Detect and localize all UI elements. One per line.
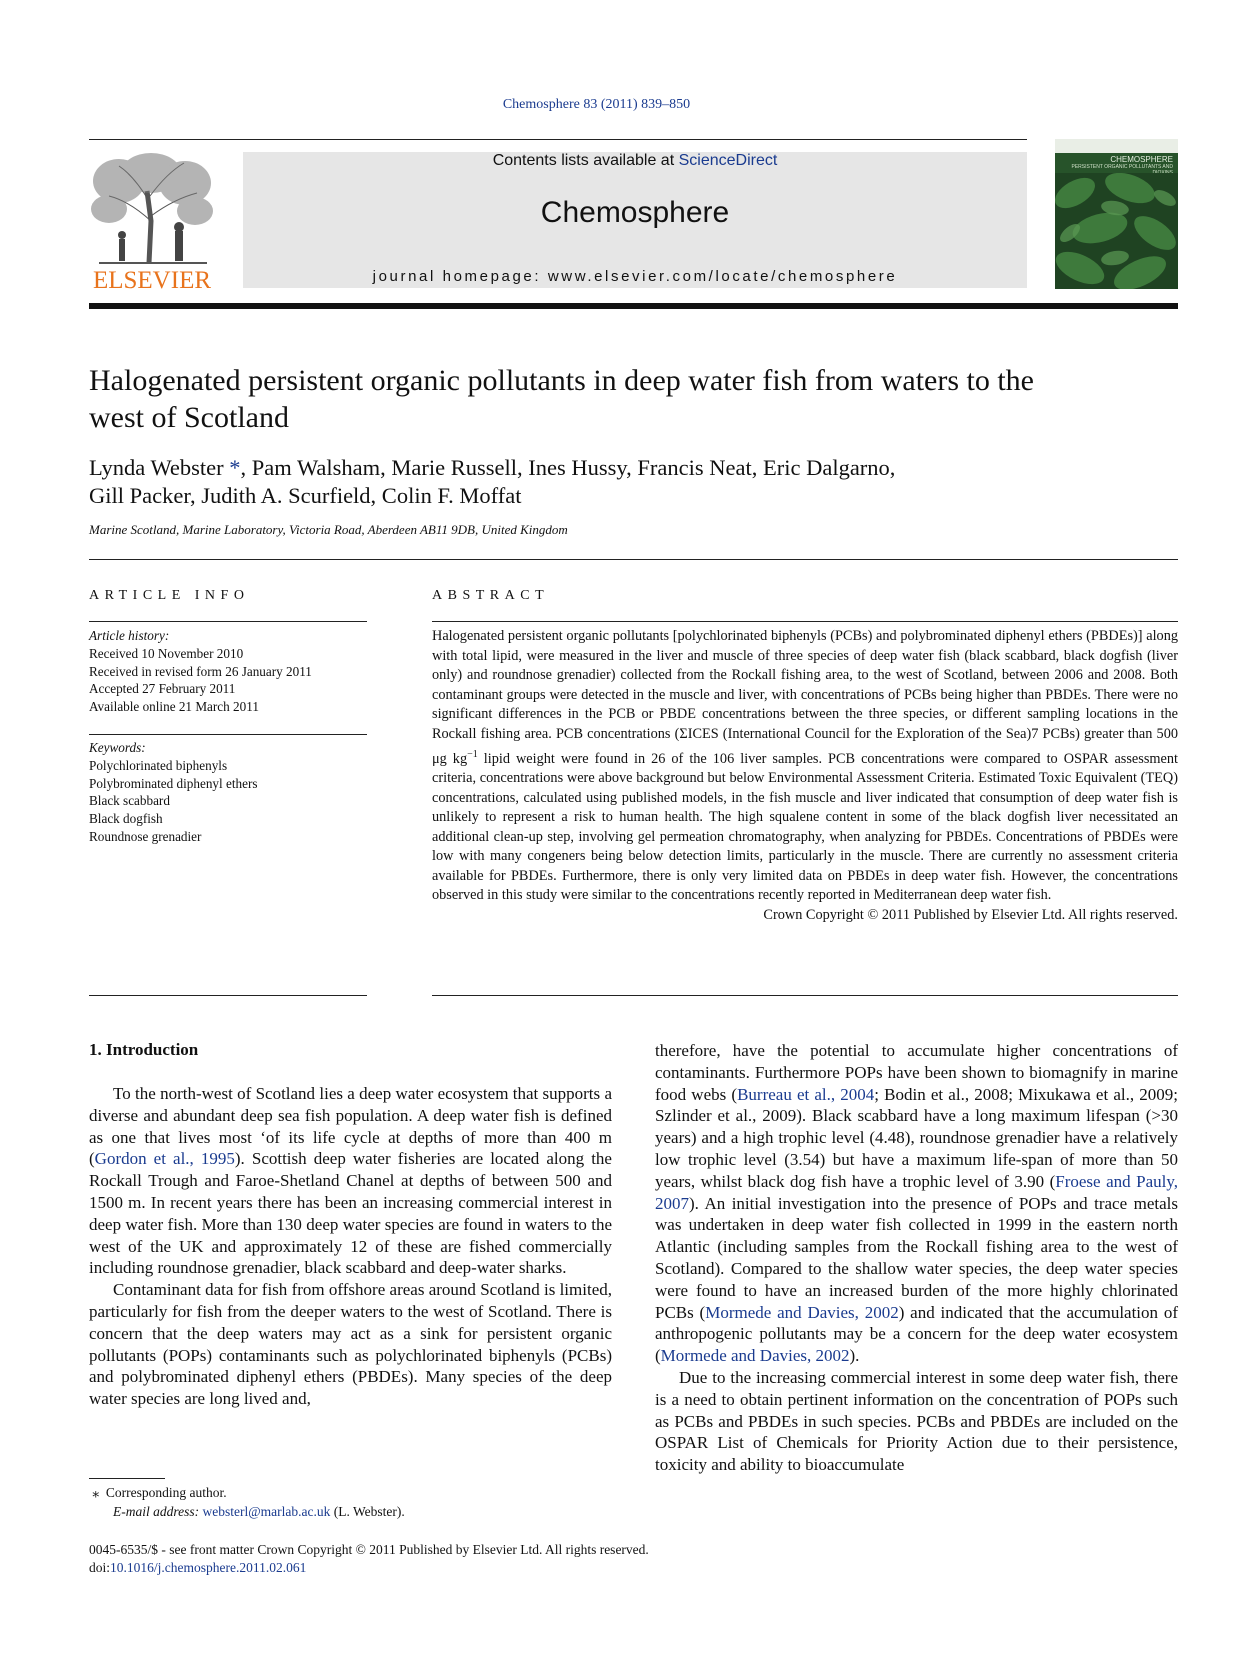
journal-banner xyxy=(243,152,1027,288)
abstract-text-part: Halogenated persistent organic pollutants [polychlorinated biphenyls (PCBs) and polybrominated diphenyl ethers (PBDEs)] along with total lipid, were measured in the liver and muscle of three species of deep water fish (black scabbard, black dogfish (liver only) and roundnose grenadier) collected from the Rockall fishing area, to the west of Scotland, between 2006 and 2008. Both contaminant groups were detected in the muscle and liver, with concentrations of PCBs being higher than PBDEs. There were no significant differences in the PCB or PBDE concentrations between the three species, or different sampling locations in the Rockall fishing area. PCB concentrations (ΣICES (International Council for the Exploration of the Sea)7 PCBs) greater than 500 μg kg xyxy=(432,628,1178,767)
text: ). Scottish deep water fisheries are located along the Rockall Trough and Faroe-Shetland Chanel at depths of between 500 and 1500 m. In recent years there has been an increasing commercial interest in deep water fish. More than 130 deep water species are found in waters to the west of the UK and approximately 12 of these are fished commercially including roundnose grenadier, black scabbard and deep-water sharks. xyxy=(89,1149,612,1278)
keyword: Roundnose grenadier xyxy=(89,828,202,844)
reference-link[interactable]: Burreau et al., 2004 xyxy=(737,1084,875,1104)
keyword: Black dogfish xyxy=(89,811,163,827)
reference-link[interactable]: Froese and Pauly, 2007 xyxy=(655,1171,1178,1213)
keyword: Polychlorinated biphenyls xyxy=(89,757,228,773)
history-item: Received 10 November 2010 xyxy=(89,645,244,661)
tree-logo-icon xyxy=(89,151,215,265)
elsevier-wordmark: ELSEVIER xyxy=(92,267,212,294)
paragraph: Contaminant data for fish from offshore areas around Scotland is limited, particularly for fish from the deeper waters to the west of Scotland. There is concern that the deep waters may act as a sink for persistent organic pollutants (POPs) contaminants such as polychlorinated biphenyls (PCBs) and polybrominated diphenyl ethers (PBDEs). Many species of the deep water species are long lived and, xyxy=(89,1280,612,1409)
paragraph xyxy=(89,1083,612,1279)
cover-subtitle: PERSISTENT ORGANIC POLLUTANTS AND xyxy=(1071,164,1173,170)
journal-name: Chemosphere xyxy=(540,196,730,229)
abstract-text-part: lipid weight were found in 26 of the 106 liver samples. PCB concentrations were compared to OSPAR assessment criteria, concentrations were above background but below Environmental Assessment Criteria. Estimated Toxic Equivalent (TEQ) concentrations, calculated using published models, in the fish muscle and liver indicated that consumption of deep water fish is unlikely to represent a risk to human health. The high squalene content in some of the black dogfish liver necessitated an additional clean-up step, involving gel permeation chromatography, when analyzing for PBDEs. Concentrations of PBDEs were low with many congeners being below detection limits, particularly in the muscle. There are currently no assessment criteria available for PBDEs. Furthermore, there is only very limited data on PBDEs in deep water fish. However, the concentrations observed in this study were similar to the concentrations recently reported in Mediterranean deep water fish. xyxy=(432,750,1178,904)
abstract-copyright: Crown Copyright © 2011 Published by Elsevier Ltd. All rights reserved. xyxy=(763,907,1178,924)
footnote-rule xyxy=(89,1478,165,1479)
doi-label: doi: xyxy=(89,1560,111,1575)
history-label: Article history: xyxy=(89,628,170,643)
footnote-label: Corresponding author. xyxy=(105,1485,227,1500)
text: To the north-west of Scotland lies a deep water ecosystem that supports a diverse and abundant deep sea fish population. A deep water fish is defined as one that lives most ‘of its life cycle at depths of more than 400 m ( xyxy=(89,1084,612,1169)
header-thick-rule xyxy=(89,303,1178,309)
contents-prefix: Contents lists available at xyxy=(492,152,675,169)
reference-link[interactable]: Gordon et al., 1995 xyxy=(94,1149,235,1169)
abstract-bottom-rule xyxy=(432,995,1178,996)
cover-band xyxy=(1055,139,1178,153)
abstract-heading: ABSTRACT xyxy=(432,588,550,603)
abstract-rule xyxy=(432,621,1178,622)
paragraph: Due to the increasing commercial interest in some deep water fish, there is a need to obtain pertinent information on the concentration of POPs such as PCBs and PBDEs in such species. PCBs and PBDEs are included on the OSPAR List of Chemicals for Priority Action due to their persistence, toxicity and ability to bioaccumulate xyxy=(655,1367,1178,1475)
authors-line2: Gill Packer, Judith A. Scurfield, Colin F. Moffat xyxy=(89,483,522,508)
body-column-right xyxy=(655,1040,1178,1476)
article-title: Halogenated persistent organic pollutants in deep water fish from waters to the west of Scotland xyxy=(89,364,1034,434)
contents-line xyxy=(243,152,1027,170)
footnote xyxy=(89,1483,405,1521)
text: ). An initial investigation into the presence of POPs and trace metals was undertaken in deep water fish collected in 1999 in the eastern north Atlantic (including samples from the Rockall fishing area to the west of Scotland). Compared to the shallow water species, the deep water species were found to have an increased burden of the more highly chlorinated PCBs ( xyxy=(655,1193,1178,1322)
keyword: Black scabbard xyxy=(89,793,170,809)
keywords-label: Keywords: xyxy=(89,740,146,755)
article-history xyxy=(89,627,367,716)
sciencedirect-link[interactable]: ScienceDirect xyxy=(678,152,778,169)
paragraph xyxy=(655,1040,1178,1367)
authors-line1-rest: , Pam Walsham, Marie Russell, Ines Hussy, Francis Neat, Eric Dalgarno, xyxy=(240,455,896,480)
author-first: Lynda Webster xyxy=(89,455,224,480)
history-item: Accepted 27 February 2011 xyxy=(89,681,236,697)
reference-link[interactable]: Mormede and Davies, 2002 xyxy=(660,1346,850,1366)
affiliation: Marine Scotland, Marine Laboratory, Victoria Road, Aberdeen AB11 9DB, United Kingdom xyxy=(89,522,568,537)
section-heading-introduction: 1. Introduction xyxy=(89,1040,199,1059)
text: ). xyxy=(849,1346,860,1366)
journal-homepage[interactable]: journal homepage: www.elsevier.com/locate/chemosphere xyxy=(372,268,898,285)
text: therefore, have the potential to accumulate higher concentrations of contaminants. Furthermore POPs have been shown to biomagnify in marine food webs ( xyxy=(655,1041,1178,1104)
elsevier-logo[interactable] xyxy=(89,151,215,294)
text: ) and indicated that the accumulation of anthropogenic pollutants may be a concern for the deep water ecosystem ( xyxy=(655,1302,1178,1366)
text: ; Bodin et al., 2008; Mixukawa et al., 2009; Szlinder et al., 2009). Black scabbard have a long maximum lifespan (>30 years) and a high trophic level (4.48), roundnose grenadier have a relatively low trophic level (3.54) but have a maximum life-span of more than 50 years, whilst black dog fish have a trophic level of 3.90 ( xyxy=(655,1084,1178,1191)
doi-link[interactable]: 10.1016/j.chemosphere.2011.02.061 xyxy=(110,1560,307,1575)
article-info-bottom-rule xyxy=(89,995,367,996)
leaves-image xyxy=(1055,173,1178,289)
email-label: E-mail address: xyxy=(113,1504,200,1519)
keywords-rule xyxy=(89,734,367,735)
keywords xyxy=(89,739,367,846)
abstract-superscript: −1 xyxy=(467,748,478,760)
email-link[interactable]: websterl@marlab.ac.uk xyxy=(202,1504,331,1519)
cover-title: CHEMOSPHERE xyxy=(1110,155,1173,164)
journal-cover[interactable] xyxy=(1055,139,1178,289)
corresponding-author-mark[interactable]: * xyxy=(223,455,241,480)
keyword: Polybrominated diphenyl ethers xyxy=(89,775,258,791)
footnote-mark: ⁎ xyxy=(92,1485,100,1500)
reference-link[interactable]: Mormede and Davies, 2002 xyxy=(705,1302,899,1322)
header-rule xyxy=(89,139,1027,140)
journal-citation[interactable]: Chemosphere 83 (2011) 839–850 xyxy=(502,97,691,112)
history-item: Received in revised form 26 January 2011 xyxy=(89,663,312,679)
abstract-body xyxy=(432,627,1178,926)
page-footer xyxy=(89,1541,649,1577)
author-list xyxy=(89,454,1089,510)
affiliation-rule xyxy=(89,559,1178,560)
body-column-left xyxy=(89,1083,612,1410)
article-info-rule xyxy=(89,621,367,622)
front-matter-line: 0045-6535/$ - see front matter Crown Copyright © 2011 Published by Elsevier Ltd. All rights reserved. xyxy=(89,1542,649,1557)
article-info-heading: ARTICLE INFO xyxy=(89,588,250,603)
history-item: Available online 21 March 2011 xyxy=(89,699,259,715)
email-suffix: (L. Webster). xyxy=(333,1504,405,1519)
